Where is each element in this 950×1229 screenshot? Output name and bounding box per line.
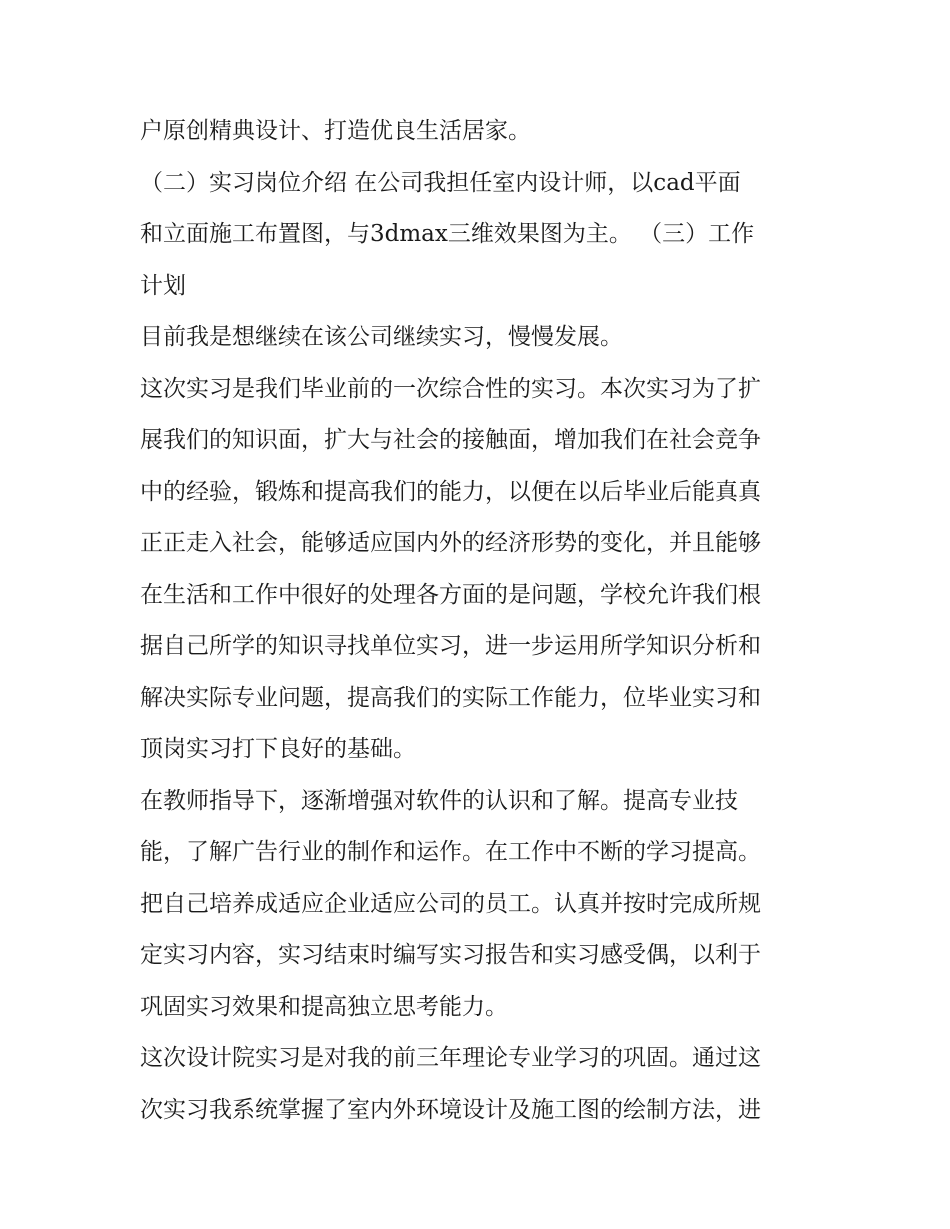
- text-line: 这次实习是我们毕业前的一次综合性的实习。本次实习为了扩: [140, 375, 761, 402]
- document-page: [140, 106, 820, 1136]
- text-line: 次实习我系统掌握了室内外环境设计及施工图的绘制方法，进: [140, 1096, 761, 1123]
- text-line: 和立面施工布置图，与3dmax三维效果图为主。 （三）工作: [140, 221, 755, 247]
- text-line: 解决实际专业问题，提高我们的实际工作能力，位毕业实习和: [140, 684, 761, 711]
- text-line: 巩固实习效果和提高独立思考能力。: [140, 993, 508, 1020]
- text-line: 在教师指导下，逐渐增强对软件的认识和了解。提高专业技: [140, 787, 738, 814]
- text-line: 把自己培养成适应企业适应公司的员工。认真并按时完成所规: [140, 890, 761, 917]
- text-line: 能，了解广告行业的制作和运作。在工作中不断的学习提高。: [140, 839, 761, 865]
- text-line: 这次设计院实习是对我的前三年理论专业学习的巩固。通过这: [140, 1045, 761, 1071]
- text-line: 目前我是想继续在该公司继续实习，慢慢发展。: [140, 324, 623, 350]
- text-line: 定实习内容，实习结束时编写实习报告和实习感受偶，以利于: [140, 942, 761, 968]
- text-line: 展我们的知识面，扩大与社会的接触面，增加我们在社会竞争: [140, 427, 761, 453]
- text-line: 在生活和工作中很好的处理各方面的是问题，学校允许我们根: [140, 581, 761, 608]
- text-line: 正正走入社会，能够适应国内外的经济形势的变化，并且能够: [140, 530, 761, 556]
- text-line: 顶岗实习打下良好的基础。: [140, 736, 416, 762]
- text-line: 中的经验，锻炼和提高我们的能力，以便在以后毕业后能真真: [140, 478, 761, 505]
- text-line: 计划: [140, 272, 186, 299]
- text-line: 据自己所学的知识寻找单位实习，进一步运用所学知识分析和: [140, 633, 761, 659]
- text-line: 户原创精典设计、打造优良生活居家。: [140, 118, 531, 144]
- text-line: （二）实习岗位介绍 在公司我担任室内设计师，以cad平面: [140, 169, 741, 196]
